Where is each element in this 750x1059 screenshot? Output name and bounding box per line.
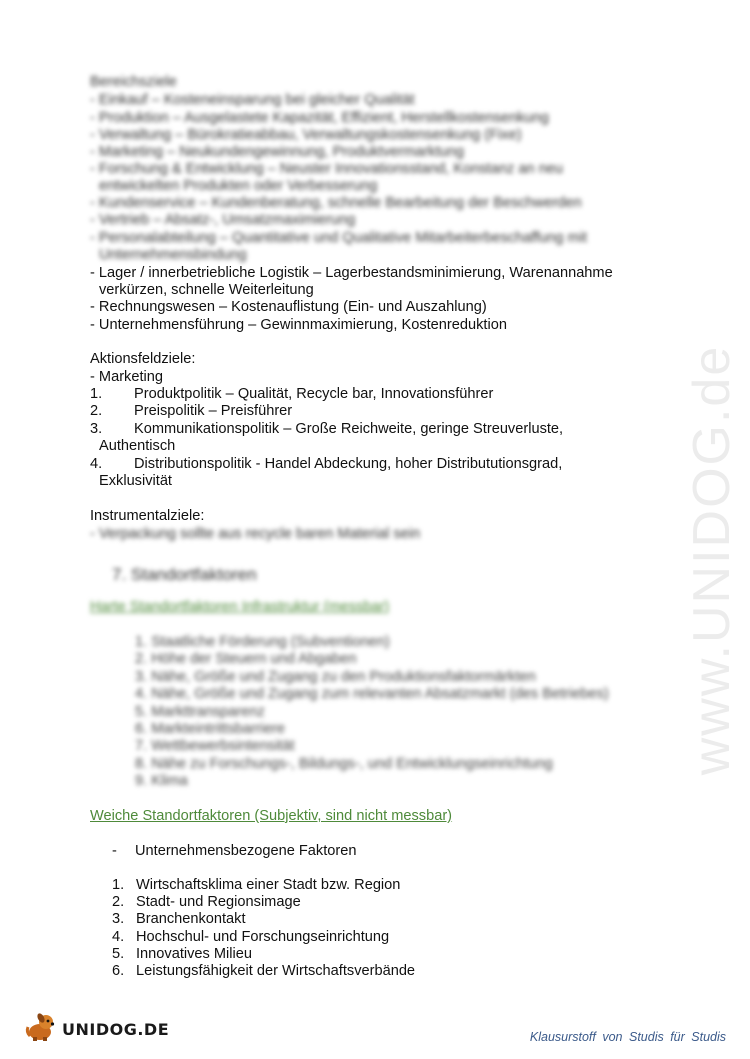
list-item: 1. Staatliche Förderung (Subventionen) bbox=[135, 634, 390, 650]
list-item: 1. Wirtschaftsklima einer Stadt bzw. Region bbox=[112, 877, 401, 893]
list-item: 7. Wettbewerbsintensität bbox=[135, 738, 295, 755]
bereichsziele-line: - Personalabteilung – Quantitative und Qualitative Mitarbeiterbeschaffung mit bbox=[90, 230, 588, 246]
rechnungswesen-line: - Rechnungswesen – Kostenauflistung (Ein- und Auszahlung) bbox=[90, 299, 487, 315]
aktionsfeld-heading: Aktionsfeldziele: bbox=[90, 351, 196, 367]
bereichsziele-line: entwickelten Produkten oder Verbesserung bbox=[99, 178, 378, 194]
harte-list bbox=[135, 634, 609, 791]
list-item: 8. Nähe zu Forschungs-, Bildungs-, und Entwicklungseinrichtung bbox=[135, 755, 553, 772]
list-item: 2. Höhe der Steuern und Abgaben bbox=[135, 651, 357, 668]
aktionsfeld-item-cont: Exklusivität bbox=[99, 473, 172, 489]
watermark: www.UNIDOG.de bbox=[683, 344, 741, 776]
bereichsziele-line: - Produktion – Ausgelastete Kapazität, Effizient, Herstellkostensenkung bbox=[90, 110, 549, 126]
list-item: 2. Stadt- und Regionsimage bbox=[112, 894, 301, 911]
dog-mascot-icon bbox=[24, 1012, 58, 1046]
list-item: 6. Leistungsfähigkeit der Wirtschaftsverbände bbox=[112, 963, 416, 980]
list-item: 3. Branchenkontakt bbox=[112, 911, 246, 928]
instrumental-item: - Verpackung sollte aus recycle baren Material sein bbox=[90, 526, 421, 542]
list-item: 9. Klima bbox=[135, 773, 188, 790]
list-item: 4. Hochschul- und Forschungseinrichtung bbox=[112, 928, 390, 945]
weiche-list bbox=[112, 877, 415, 980]
weiche-dash: - bbox=[112, 843, 117, 859]
bereichsziele-heading: Bereichsziele bbox=[90, 74, 177, 90]
bereichsziele-line: - Kundenservice – Kundenberatung, schnelle Bearbeitung der Beschwerden bbox=[90, 195, 582, 211]
aktionsfeld-item: 3. Kommunikationspolitik – Große Reichweite, geringe Streuverluste, bbox=[90, 421, 564, 437]
lager-line-cont: verkürzen, schnelle Weiterleitung bbox=[99, 282, 314, 298]
bereichsziele-line: - Verwaltung – Bürokratieabbau, Verwaltungskostensenkung (Fixe) bbox=[90, 127, 522, 143]
lager-line: - Lager / innerbetriebliche Logistik – Lagerbestandsminimierung, Warenannahme bbox=[90, 265, 613, 281]
unidog-logo bbox=[24, 1012, 169, 1046]
instrumental-heading: Instrumentalziele: bbox=[90, 508, 205, 524]
bereichsziele-line: - Vertrieb – Absatz-, Umsatzmaximierung bbox=[90, 212, 356, 228]
logo-text: UNIDOG.DE bbox=[62, 1019, 170, 1039]
list-item: 5. Innovatives Milieu bbox=[112, 945, 252, 962]
list-item: 4. Nähe, Größe und Zugang zum relevanten Absatzmarkt (des Betriebes) bbox=[135, 686, 609, 703]
list-item: 3. Nähe, Größe und Zugang zu den Produktionsfaktormärkten bbox=[135, 668, 536, 685]
aktionsfeld-item: 4. Distributionspolitik - Handel Abdeckung, hoher Distribututionsgrad, bbox=[90, 456, 563, 472]
aktionsfeld-item: 1. Produktpolitik – Qualität, Recycle bar, Innovationsführer bbox=[90, 386, 494, 402]
aktionsfeld-item-cont: Authentisch bbox=[99, 438, 176, 454]
weiche-subheading: Unternehmensbezogene Faktoren bbox=[135, 843, 357, 859]
bereichsziele-line: - Einkauf – Kosteneinsparung bei gleicher Qualität bbox=[90, 92, 415, 108]
section-heading: 7. Standortfaktoren bbox=[112, 565, 257, 584]
bereichsziele-line: Unternehmensbindung bbox=[99, 247, 247, 263]
weiche-heading: Weiche Standortfaktoren (Subjektiv, sind nicht messbar) bbox=[90, 808, 453, 824]
list-item: 5. Markttransparenz bbox=[135, 703, 265, 720]
bereichsziele-line: - Marketing – Neukundengewinnung, Produktvermarktung bbox=[90, 144, 464, 160]
bereichsziele-line: - Forschung & Entwicklung – Neuster Innovationsstand, Konstanz an neu bbox=[90, 161, 563, 177]
aktionsfeld-item: 2. Preispolitik – Preisführer bbox=[90, 403, 293, 419]
marketing-label: - Marketing bbox=[90, 369, 163, 385]
harte-heading: Harte Standortfaktoren Infrastruktur (messbar) bbox=[90, 599, 390, 615]
unternehmensfuehrung-line: - Unternehmensführung – Gewinnmaximierung, Kostenreduktion bbox=[90, 317, 507, 333]
list-item: 6. Markteintrittsbarriere bbox=[135, 721, 286, 738]
footer-tagline: Klausurstoff von Studis für Studis bbox=[529, 1030, 726, 1044]
